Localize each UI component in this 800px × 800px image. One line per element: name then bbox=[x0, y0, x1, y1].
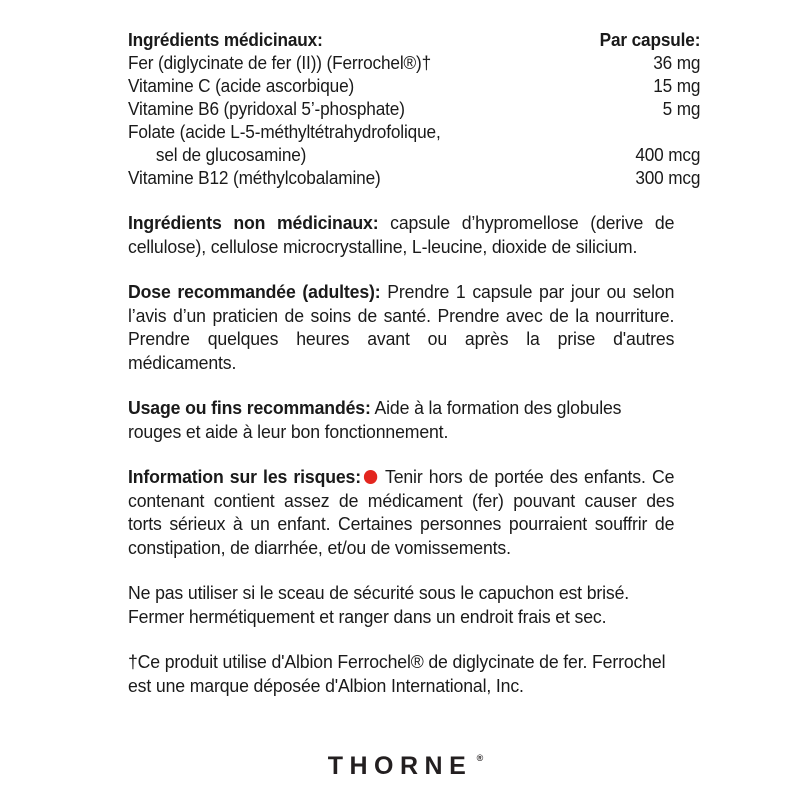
red-warning-dot-icon bbox=[364, 470, 377, 484]
recommended-dose-heading: Dose recommandée (adultes): bbox=[128, 281, 381, 302]
recommended-use-section bbox=[128, 396, 674, 443]
ingredient-amount: 5 mg bbox=[662, 98, 700, 119]
table-row bbox=[128, 51, 700, 74]
ingredient-amount: 400 mcg bbox=[634, 144, 700, 165]
brand-logo bbox=[0, 752, 800, 781]
table-row bbox=[128, 97, 700, 120]
registered-trademark-icon: ® bbox=[476, 753, 484, 763]
facts-header-value: Par capsule: bbox=[599, 29, 700, 50]
risk-information-section bbox=[128, 465, 674, 559]
trademark-footnote-section: †Ce produit utilise d'Albion Ferrochel® de diglycinate de fer. Ferrochel est une marque déposée d'Albion International, Inc. bbox=[128, 651, 666, 696]
ingredient-name: Fer (diglycinate de fer (II)) (Ferrochel®)† bbox=[128, 52, 432, 73]
medicinal-ingredients-table bbox=[128, 28, 700, 189]
non-medicinal-ingredients-section bbox=[128, 211, 674, 258]
facts-header-name: Ingrédients médicinaux: bbox=[128, 29, 323, 50]
table-row bbox=[128, 74, 700, 97]
risk-information-heading: Information sur les risques: bbox=[128, 466, 361, 487]
ingredient-amount: 15 mg bbox=[652, 75, 700, 96]
ingredient-name: Vitamine C (acide ascorbique) bbox=[128, 75, 355, 96]
ingredient-name-continued: sel de glucosamine) bbox=[155, 144, 307, 165]
brand-name-text: THORNE bbox=[327, 752, 473, 780]
ingredient-name: Folate (acide L-5-méthyltétrahydrofolique, bbox=[128, 121, 441, 142]
ingredient-name: Vitamine B6 (pyridoxal 5’-phosphate) bbox=[128, 98, 405, 119]
facts-table-header-row bbox=[128, 28, 700, 51]
recommended-use-heading: Usage ou fins recommandés: bbox=[128, 397, 371, 418]
non-medicinal-heading: Ingrédients non médicinaux: bbox=[128, 212, 379, 233]
recommended-dose-section bbox=[128, 280, 674, 374]
table-row bbox=[128, 143, 700, 166]
table-row bbox=[128, 120, 700, 143]
recommended-dose-body: Prendre 1 capsule par jour ou selon l’avis d’un praticien de soins de santé. Prendre avec de la nourriture. Prendre quelques heures avant ou après la prise d'autres médicaments. bbox=[128, 281, 675, 373]
ingredient-amount: 300 mcg bbox=[634, 167, 700, 188]
non-medicinal-body: capsule d’hypromellose (derive de cellulose), cellulose microcrystalline, L-leucine, dioxide de silicium. bbox=[128, 212, 675, 257]
risk-information-body: Tenir hors de portée des enfants. Ce contenant contient assez de médicament (fer) pouvant causer des torts sérieux à un enfant. Certaines personnes pourraient souffrir de constipation, de diarrhée, et/ou de vomissements. bbox=[128, 466, 675, 558]
table-row bbox=[128, 166, 700, 189]
brand-wordmark bbox=[327, 752, 484, 781]
ingredient-name: Vitamine B12 (méthylcobalamine) bbox=[128, 167, 381, 188]
ingredient-amount: 36 mg bbox=[652, 52, 700, 73]
ingredient-amount bbox=[570, 120, 700, 143]
recommended-use-body: Aide à la formation des globules rouges et aide à leur bon fonctionnement. bbox=[128, 397, 622, 442]
storage-instructions-section: Ne pas utiliser si le sceau de sécurité sous le capuchon est brisé. Fermer hermétiquement et ranger dans un endroit frais et sec. bbox=[128, 582, 630, 627]
facts-table-body bbox=[128, 28, 700, 189]
